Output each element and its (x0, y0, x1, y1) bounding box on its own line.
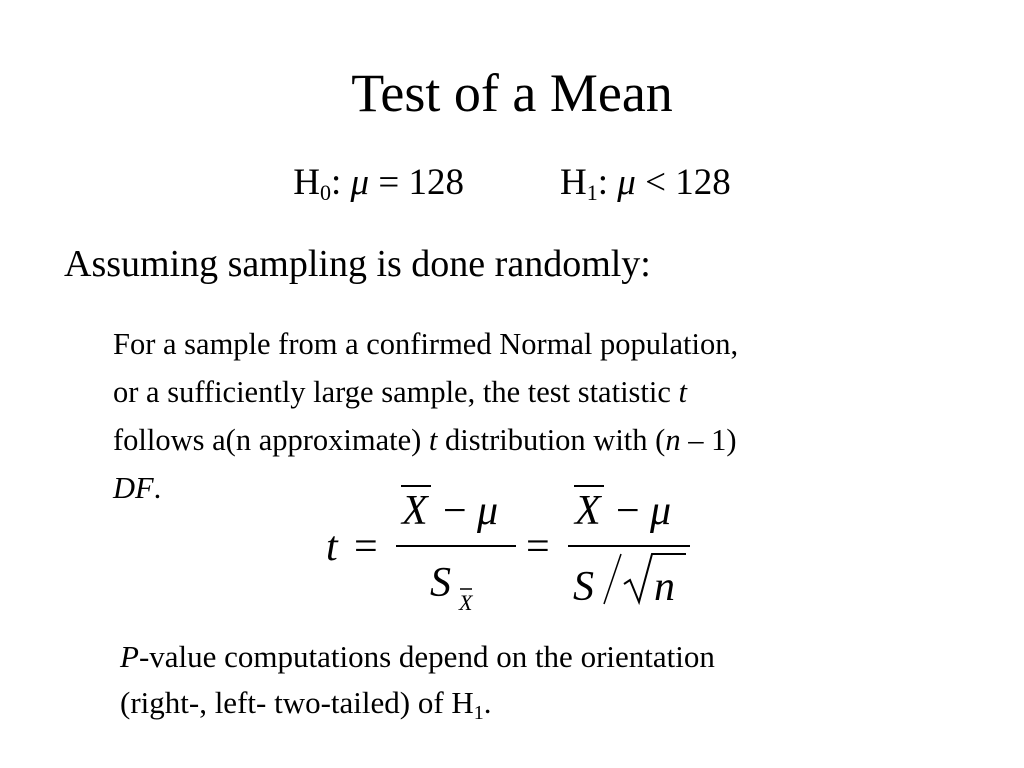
division-slash (604, 554, 621, 604)
line3-b: distribution with ( (437, 423, 666, 457)
formula-s-2: S (573, 564, 594, 610)
h1-letter: H (560, 162, 587, 203)
slide-title: Test of a Mean (351, 63, 673, 123)
null-hypothesis (293, 162, 464, 203)
h0-subscript: 0 (320, 180, 332, 205)
h1-subscript: 1 (586, 180, 598, 205)
line4-end: . (153, 471, 162, 505)
line3-c: – 1) (680, 423, 737, 457)
formula-n: n (654, 564, 675, 610)
h0-colon: : (331, 162, 342, 203)
alternative-hypothesis (560, 162, 731, 203)
line2-text: or a sufficiently large sample, the test statistic (113, 375, 679, 409)
hypotheses (0, 160, 1024, 206)
formula-mu-1: μ (477, 488, 499, 534)
formula-xbar-2: X (575, 488, 601, 534)
line3-t: t (428, 423, 438, 457)
paragraph-line-3 (113, 416, 953, 464)
line3-a: follows a(n approximate) (113, 423, 429, 457)
pvalue-line2-text: (right-, left- two-tailed) of H (120, 685, 474, 720)
h0-letter: H (293, 162, 321, 203)
pvalue-line2-end: . (483, 685, 492, 720)
pvalue-h1-subscript: 1 (473, 702, 484, 724)
formula-t: t (326, 524, 338, 570)
formula-sub-x: X (459, 590, 473, 615)
formula-s-1: S (430, 560, 451, 606)
paragraph-line-2 (113, 368, 953, 416)
formula-minus-1: − (443, 488, 467, 534)
formula-mu-2: μ (650, 488, 672, 534)
paragraph-line-1: For a sample from a confirmed Normal population, (113, 327, 739, 361)
formula-minus-2: − (616, 488, 640, 534)
line3-n: n (665, 423, 681, 457)
line2-t: t (678, 375, 688, 409)
pvalue-p: P (120, 639, 139, 674)
pvalue-line1-rest: -value computations depend on the orientation (138, 639, 715, 674)
formula-equals-1: = (354, 524, 378, 570)
pvalue-note (120, 634, 960, 726)
pvalue-line-2 (120, 680, 960, 726)
h0-mu: μ (350, 162, 370, 203)
h1-relation: < 128 (635, 162, 731, 203)
t-statistic-formula (310, 476, 730, 616)
assumption-heading: Assuming sampling is done randomly: (64, 243, 651, 285)
formula-xbar-1: X (402, 488, 428, 534)
pvalue-line-1 (120, 634, 960, 680)
line4-df: DF (113, 471, 154, 505)
h1-colon: : (597, 162, 609, 203)
h1-mu: μ (617, 162, 636, 203)
formula-equals-2: = (526, 524, 550, 570)
h0-relation: = 128 (369, 162, 464, 203)
